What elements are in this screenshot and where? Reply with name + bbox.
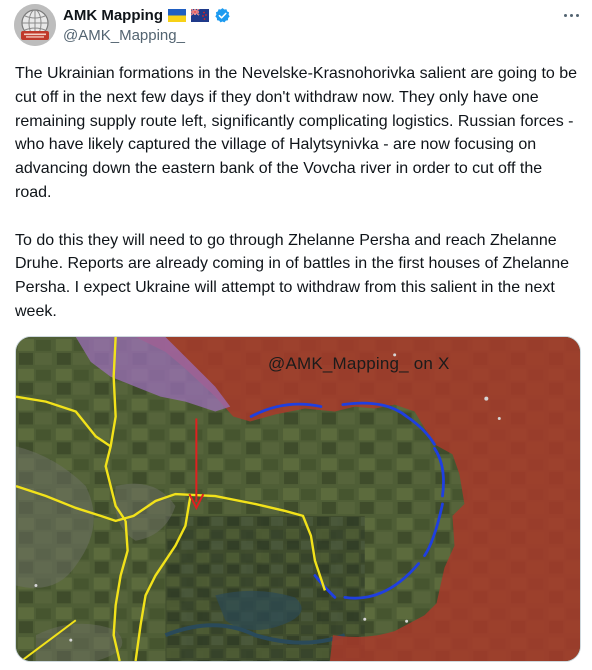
ellipsis-dot-icon [564, 14, 567, 17]
author-name-row [63, 5, 231, 25]
frontline-map [16, 337, 580, 661]
map-watermark: @AMK_Mapping_ on X [268, 354, 450, 373]
map-image[interactable] [15, 336, 581, 662]
tweet-text [15, 62, 580, 324]
ukraine-flag-icon [168, 9, 186, 22]
avatar[interactable] [14, 4, 56, 46]
more-options-button[interactable] [560, 6, 582, 24]
tweet-paragraph: The Ukrainian formations in the Nevelske-Krasnohorivka salient are going to be cut off in the next few days if they don't withdraw now. They only have one remaining supply route left, significantly complicating logistics. Russian forces - who have likely captured the village of Halytsynivka - are now focusing on advancing down the eastern bank of the Vovcha river in order to cut off the road. [15, 65, 578, 201]
ellipsis-dot-icon [570, 14, 573, 17]
ellipsis-dot-icon [576, 14, 579, 17]
tweet-paragraph: To do this they will need to go through Zhelanne Persha and reach Zhelanne Druhe. Reports are already coming in of battles in the first houses of Zhelanne Persha. I expect Ukraine will attempt to withdraw from this salient in the next week. [15, 231, 570, 320]
amk-logo-globe-icon [14, 4, 56, 46]
new-zealand-flag-icon [191, 9, 209, 22]
author-handle[interactable]: @AMK_Mapping_ [63, 27, 185, 44]
verified-badge-icon[interactable] [214, 7, 231, 24]
author-display-name[interactable]: AMK Mapping [63, 6, 163, 24]
